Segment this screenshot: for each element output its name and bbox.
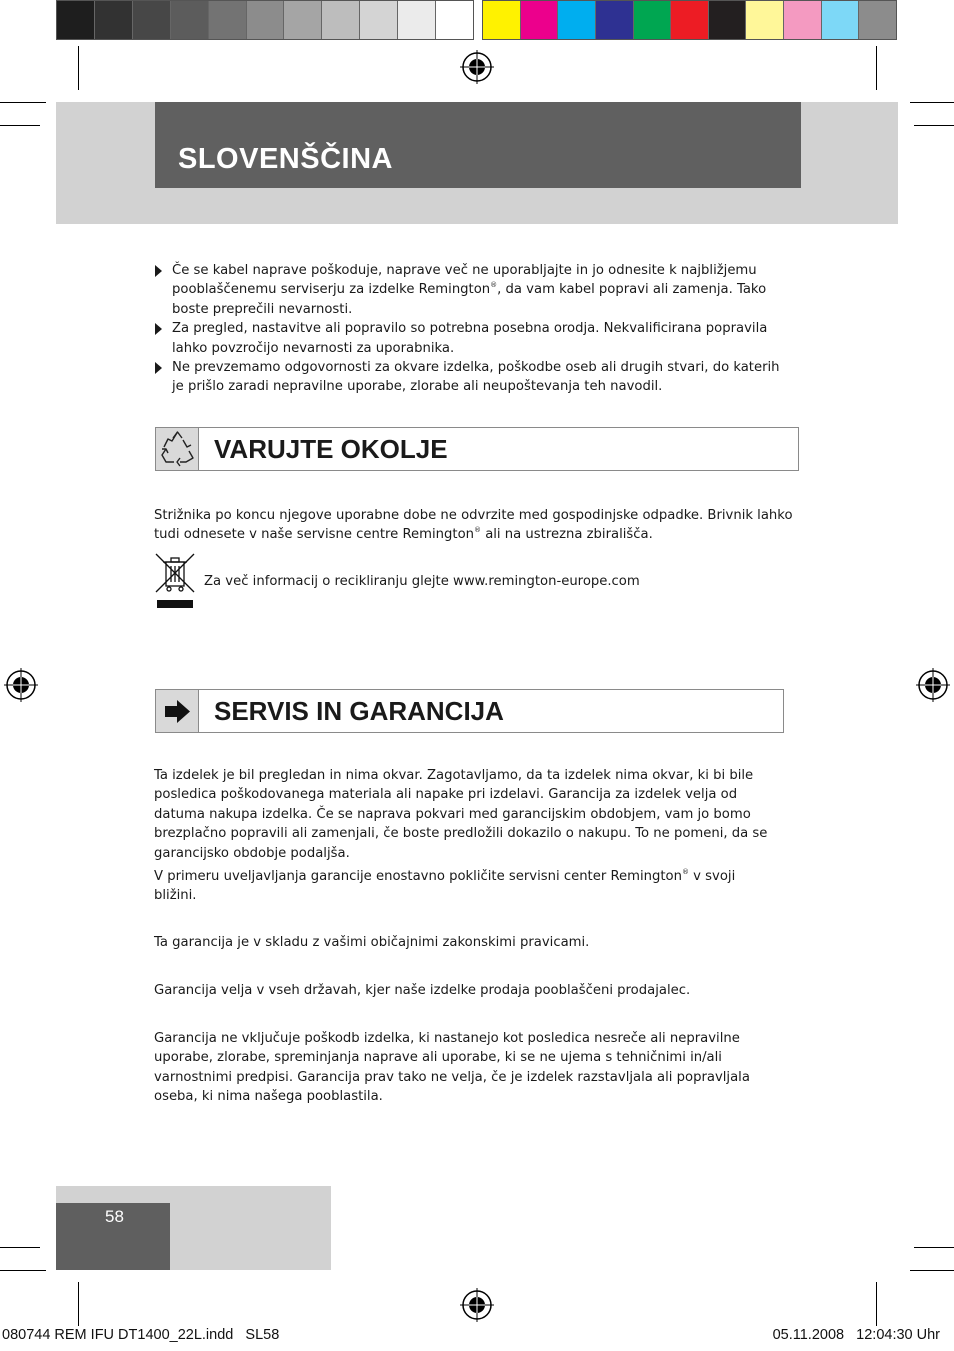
bullet-text: Za pregled, nastavitve ali popravilo so potrebna posebna orodja. Nekvalificirana popravila lahko povzročijo nevarnosti za uporabnika.: [172, 321, 768, 356]
bullet-text: , da vam kabel popravi ali zamenja. Tako boste preprečili nevarnosti.: [172, 282, 767, 317]
crop-mark: [78, 46, 79, 90]
bullet-text: Ne prevzemamo odgovornosti za okvare izdelka, poškodbe oseb ali drugih stvari, do katerih je prišlo zaradi nepravilne uporabe, zlorabe ali neupoštevanja teh navodil.: [172, 360, 780, 395]
warranty-paragraph: Garancija ne vključuje poškodb izdelka, ki nastanejo kot posledica nesreče ali nepravilne uporabe, zlorabe, spreminjanja naprave ali uporabe, ki se ne ujema s tehničnimi in/ali varnostnimi predpisi. Garancija prav tako ne velja, če je izdelek razstavljala ali popravljala oseba, ki nima našega pooblastila.: [154, 1031, 750, 1105]
gray-swatch: [95, 1, 133, 39]
process-color-swatch: [746, 1, 784, 39]
process-color-swatch: [709, 1, 747, 39]
warranty-paragraph: Ta izdelek je bil pregledan in nima okvar. Zagotavljamo, da ta izdelek nima okvar, ki bi bile posledica poškodovanega materiala ali napake pri izdelavi. Garancija za izdelek velja od datuma nakupa izdelka. Če se naprava pokvari med garancijskim obdobjem, vam jo bomo brezplačno popravili ali zamenjali, če boste predložili dokazilo o nakupu. To ne pomeni, da se garancijsko obdobje podaljša.: [154, 768, 768, 861]
recycling-info-text: Za več informacij o recikliranju glejte www.remington-europe.com: [204, 574, 640, 589]
page-number: 58: [105, 1207, 124, 1226]
recycle-icon: [156, 428, 199, 471]
process-color-swatch: [822, 1, 860, 39]
bullet-triangle-icon: [155, 362, 162, 374]
crop-mark: [0, 1270, 46, 1271]
crop-mark: [876, 46, 877, 90]
registered-mark: ®: [490, 281, 498, 290]
gray-swatch: [322, 1, 360, 39]
grayscale-color-bar: [56, 0, 474, 40]
registered-mark: ®: [474, 526, 481, 535]
gray-swatch: [398, 1, 436, 39]
arrow-icon-box: [156, 690, 199, 732]
bullet-triangle-icon: [155, 323, 162, 335]
print-slug-right: 05.11.2008 12:04:30 Uhr: [772, 1327, 940, 1343]
registration-mark-icon: [4, 668, 38, 702]
list-item: [154, 261, 794, 319]
service-heading-box: [155, 689, 784, 733]
crop-mark: [78, 1282, 79, 1326]
gray-swatch: [133, 1, 171, 39]
gray-swatch: [284, 1, 322, 39]
environment-heading-box: [155, 427, 799, 471]
gray-swatch: [436, 1, 473, 39]
crop-mark: [0, 125, 40, 126]
arrow-right-icon: [156, 690, 199, 733]
section-heading: SERVIS IN GARANCIJA: [214, 696, 504, 726]
warranty-paragraph: Garancija velja v vseh državah, kjer naše izdelke prodaja pooblaščeni prodajalec.: [154, 983, 691, 998]
bullet-text: Če se kabel naprave poškoduje, naprave več ne uporabljajte in jo odnesite k najbližjemu pooblaščenemu serviserju za izdelke Remington: [172, 263, 757, 298]
process-color-swatch: [483, 1, 521, 39]
environment-paragraph: [154, 506, 794, 545]
process-color-swatch: [859, 1, 896, 39]
registered-mark: ®: [681, 868, 689, 876]
process-color-swatch: [634, 1, 672, 39]
process-color-swatch: [784, 1, 822, 39]
crop-mark: [876, 1282, 877, 1326]
gray-swatch: [209, 1, 247, 39]
crop-mark: [914, 125, 954, 126]
warranty-paragraph: [154, 867, 774, 906]
list-item: [154, 319, 794, 358]
recycle-icon-box: [156, 428, 199, 470]
gray-swatch: [57, 1, 95, 39]
crop-mark: [0, 102, 46, 103]
registration-mark-icon: [460, 1288, 494, 1322]
section-heading: VARUJTE OKOLJE: [214, 434, 448, 464]
crop-mark: [910, 1270, 954, 1271]
process-color-swatch: [558, 1, 596, 39]
print-slug-left: 080744 REM IFU DT1400_22L.indd SL58: [2, 1327, 280, 1343]
paragraph-text: V primeru uveljavljanja garancije enostavno pokličite servisni center Remington: [154, 869, 682, 884]
crossed-bin-icon: [154, 552, 196, 610]
gray-swatch: [247, 1, 285, 39]
crop-mark: [914, 1247, 954, 1248]
registration-mark-icon: [916, 668, 950, 702]
process-color-swatch: [596, 1, 634, 39]
process-color-swatch: [671, 1, 709, 39]
paragraph-text: Strižnika po koncu njegove uporabne dobe ne odvrzite med gospodinjske odpadke. Brivnik lahko tudi odnesete v naše servisne centre Remington: [154, 508, 793, 543]
paragraph-text: ali na ustrezna zbirališča.: [481, 527, 653, 543]
crop-mark: [910, 102, 954, 103]
paragraph-text: v svoji bližini.: [154, 869, 736, 904]
list-item: [154, 358, 794, 397]
page-title: SLOVENŠČINA: [178, 143, 393, 175]
warranty-paragraph: Ta garancija je v skladu z vašimi običajnimi zakonskimi pravicami.: [154, 935, 590, 950]
gray-swatch: [171, 1, 209, 39]
bullet-triangle-icon: [155, 265, 162, 277]
crop-mark: [0, 1247, 40, 1248]
gray-swatch: [360, 1, 398, 39]
safety-bullet-list: [154, 261, 794, 397]
process-color-swatch: [521, 1, 559, 39]
process-color-bar: [482, 0, 897, 40]
registration-mark-icon: [460, 50, 494, 84]
